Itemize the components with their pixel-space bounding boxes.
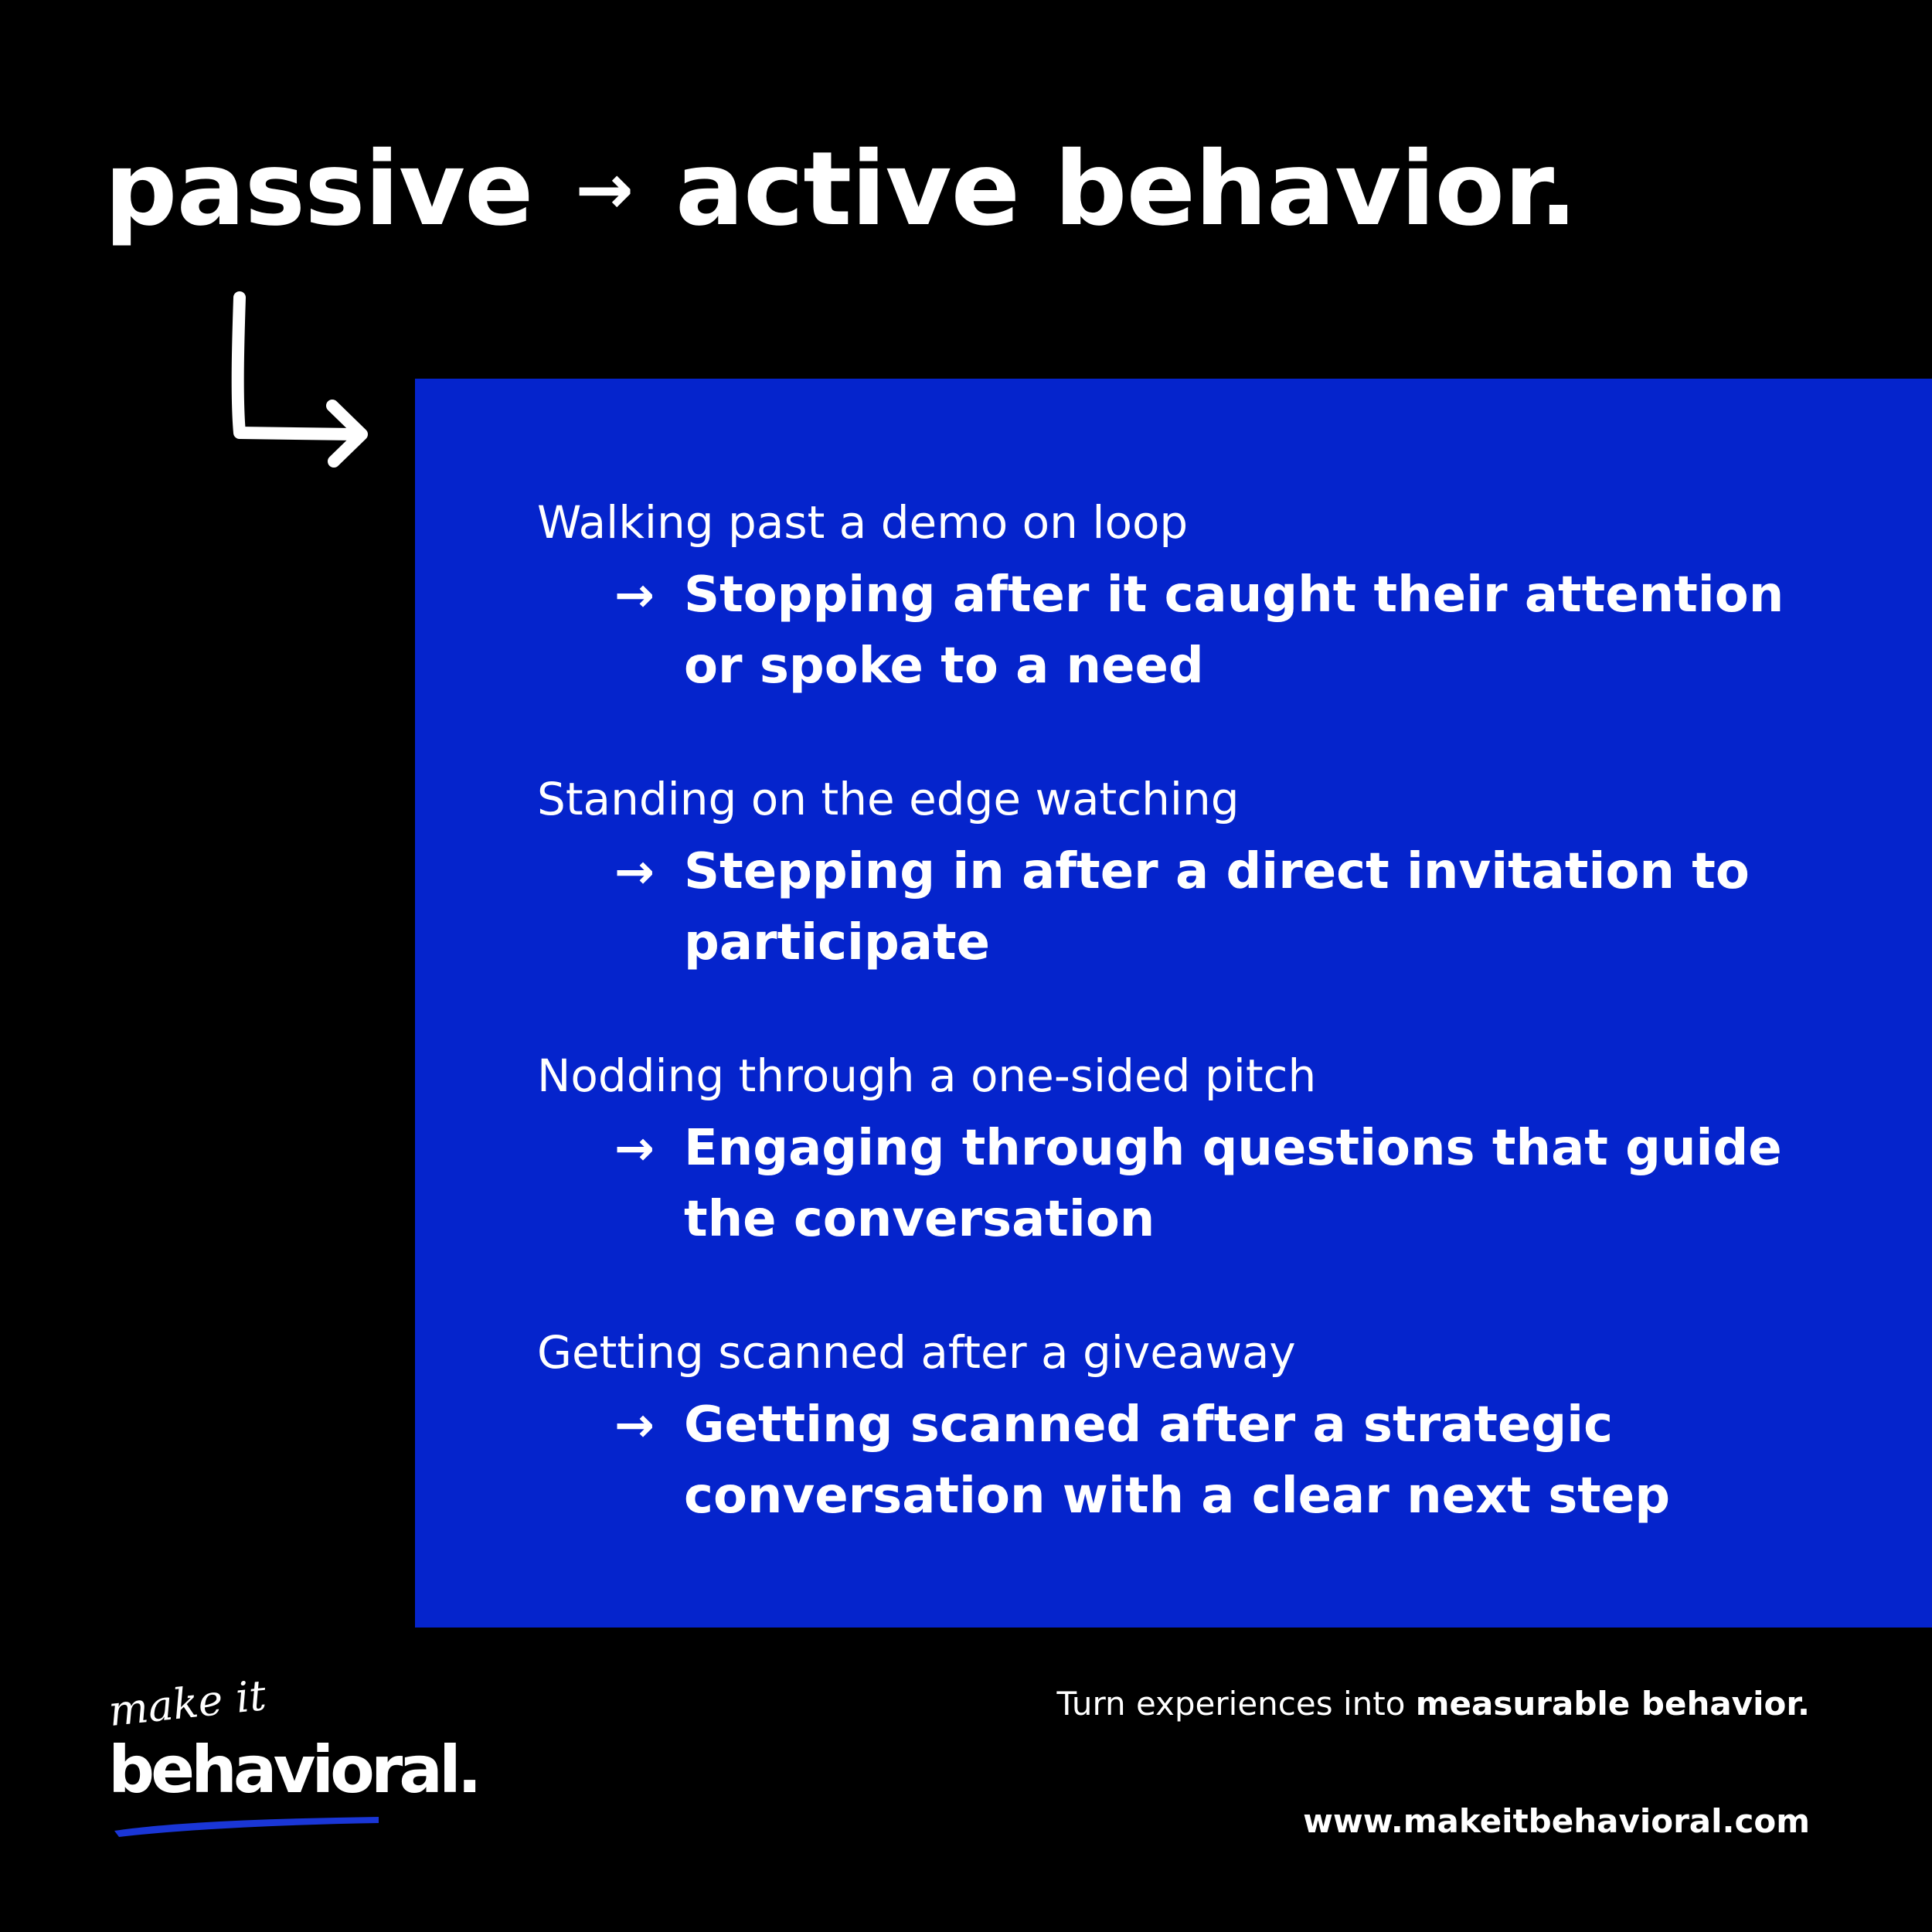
active-behavior-text: Stopping after it caught their attention or spoke to a need xyxy=(684,566,1784,695)
website-link[interactable]: www.makeitbehavioral.com xyxy=(1303,1802,1810,1840)
logo-small-text: make it xyxy=(106,1670,269,1736)
title-arrow-icon: → xyxy=(575,149,633,230)
active-behavior-text: Stepping in after a direct invitation to participate xyxy=(684,843,1750,971)
logo-underline-swoosh-icon xyxy=(108,1808,386,1838)
behavior-item xyxy=(537,771,1851,978)
passive-behavior: Walking past a demo on loop xyxy=(537,496,1189,549)
active-behavior xyxy=(537,1389,1851,1532)
right-arrow-icon: → xyxy=(614,566,655,623)
active-behavior xyxy=(537,560,1851,702)
corner-arrow-icon xyxy=(216,290,379,468)
behavior-list xyxy=(537,495,1851,1532)
tagline-prefix: Turn experiences into xyxy=(1056,1685,1406,1723)
right-arrow-icon: → xyxy=(614,1120,655,1176)
title-active: active behavior. xyxy=(675,130,1577,249)
logo-big-text: behavioral. xyxy=(108,1732,478,1808)
behavior-panel xyxy=(415,379,1932,1628)
tagline-bold: measurable behavior. xyxy=(1415,1685,1810,1723)
right-arrow-icon: → xyxy=(614,843,655,900)
active-behavior-text: Engaging through questions that guide the conversation xyxy=(684,1120,1782,1248)
title-passive: passive xyxy=(104,130,533,249)
behavior-item xyxy=(537,495,1851,702)
right-arrow-icon: → xyxy=(614,1396,655,1453)
active-behavior-text: Getting scanned after a strategic conversation with a clear next step xyxy=(684,1396,1671,1525)
passive-behavior: Getting scanned after a giveaway xyxy=(537,1326,1296,1379)
page-title xyxy=(104,131,1577,249)
brand-logo xyxy=(106,1670,478,1838)
active-behavior xyxy=(537,836,1851,978)
passive-behavior: Standing on the edge watching xyxy=(537,773,1240,825)
active-behavior xyxy=(537,1113,1851,1255)
behavior-item xyxy=(537,1048,1851,1255)
tagline xyxy=(1057,1683,1810,1725)
passive-behavior: Nodding through a one-sided pitch xyxy=(537,1049,1317,1102)
behavior-item xyxy=(537,1325,1851,1532)
